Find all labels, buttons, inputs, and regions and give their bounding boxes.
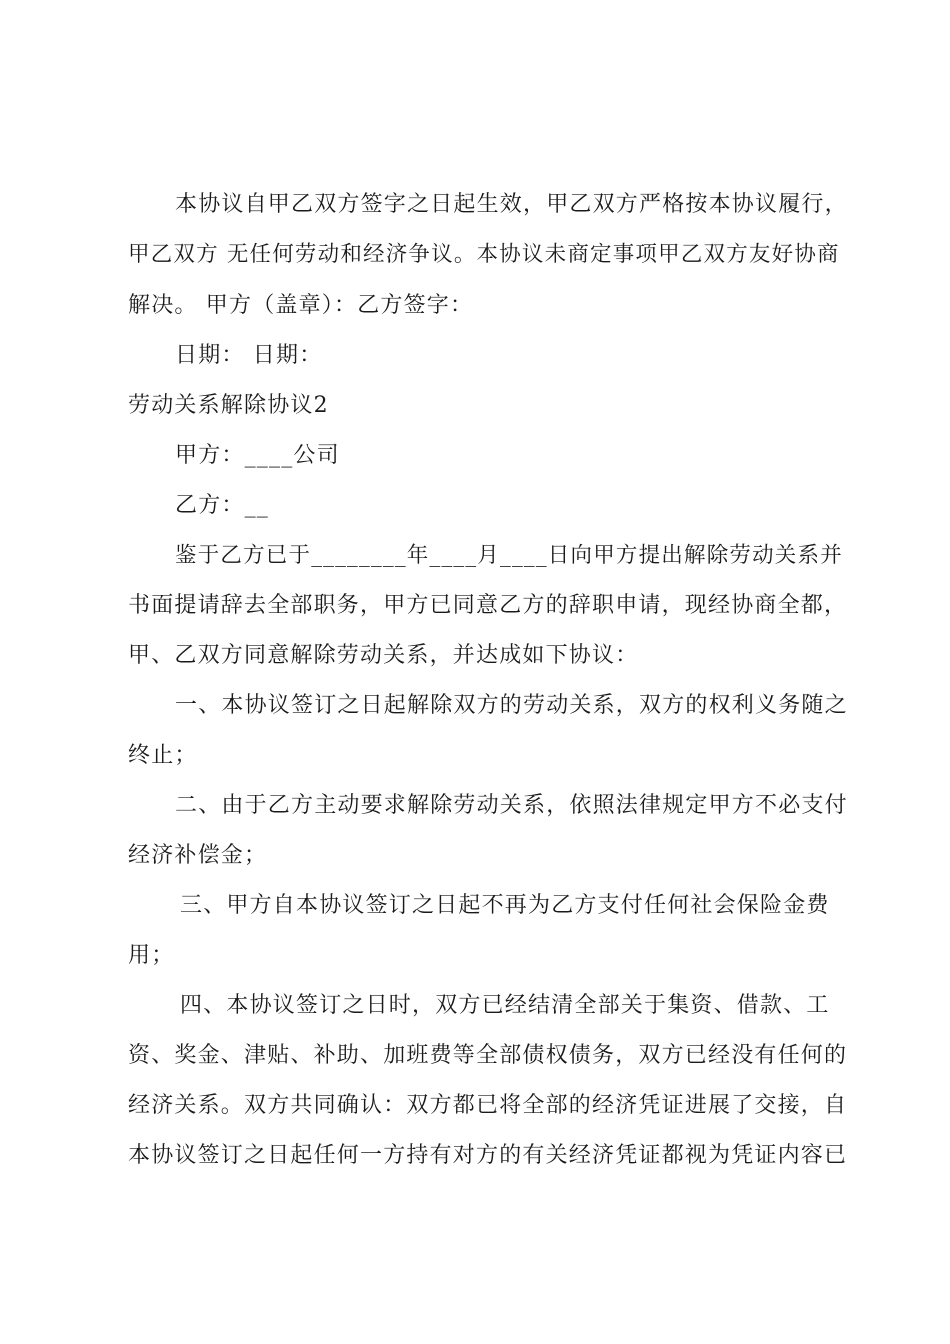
paragraph-line: 鉴于乙方已于________年____月____日向甲方提出解除劳动关系并 (175, 543, 843, 568)
clause-line: 终止； (128, 743, 198, 768)
party-b-line: 乙方：__ (175, 493, 270, 518)
clause-line: 本协议签订之日起任何一方持有对方的有关经济凭证都视为凭证内容已 (128, 1143, 848, 1168)
paragraph-line: 甲、乙双方同意解除劳动关系，并达成如下协议： (128, 643, 639, 668)
section-title: 劳动关系解除协议2 (128, 393, 329, 418)
date-line: 日期： 日期： (175, 343, 323, 368)
paragraph-line: 解决。 甲方（盖章）：乙方签字： (128, 293, 474, 318)
clause-line: 经济关系。双方共同确认：双方都已将全部的经济凭证进展了交接，自 (128, 1093, 848, 1118)
clause-line: 三、甲方自本协议签订之日起不再为乙方支付任何社会保险金费 (180, 893, 830, 918)
paragraph-line: 甲乙双方 无任何劳动和经济争议。本协议未商定事项甲乙双方友好协商 (128, 242, 840, 267)
clause-line: 经济补偿金； (128, 843, 268, 868)
clause-line: 二、由于乙方主动要求解除劳动关系，依照法律规定甲方不必支付 (175, 793, 848, 818)
paragraph-line: 本协议自甲乙双方签字之日起生效，甲乙双方严格按本协议履行， (175, 192, 848, 217)
party-a-line: 甲方：____公司 (175, 443, 340, 468)
clause-line: 一、本协议签订之日起解除双方的劳动关系，双方的权利义务随之 (175, 693, 848, 718)
paragraph-line: 书面提请辞去全部职务，甲方已同意乙方的辞职申请，现经协商全都， (128, 593, 848, 618)
clause-line: 用； (128, 943, 175, 968)
clause-line: 四、本协议签订之日时，双方已经结清全部关于集资、借款、工 (180, 993, 830, 1018)
clause-line: 资、奖金、津贴、补助、加班费等全部债权债务，双方已经没有任何的 (128, 1043, 848, 1068)
